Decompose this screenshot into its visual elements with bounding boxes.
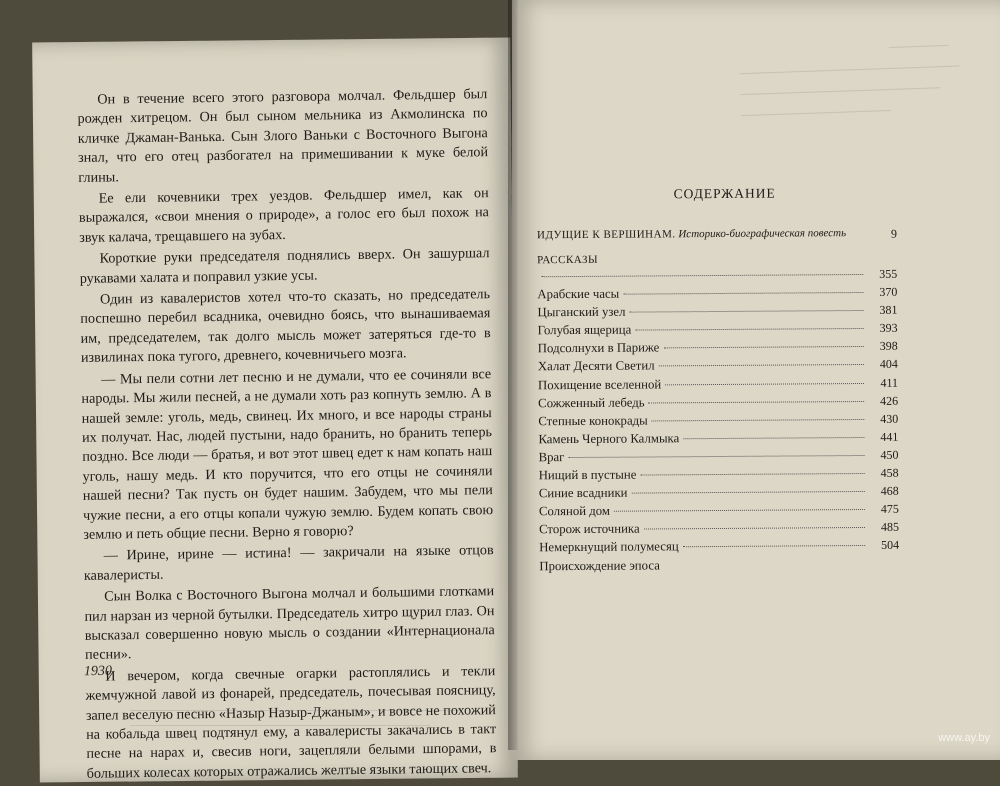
toc-entry [539, 554, 899, 575]
toc-leader-dots [635, 328, 863, 331]
book-gutter [508, 0, 518, 750]
toc-entry-page: 355 [867, 265, 897, 283]
toc-entry-page: 458 [869, 464, 899, 482]
toc-entry-page: 475 [869, 500, 899, 518]
toc-leader-dots [632, 491, 865, 494]
watermark: www.ay.by [938, 732, 990, 744]
toc-leader-dots [629, 310, 863, 313]
toc-entry-page: 404 [868, 355, 898, 373]
toc-entry-title: Халат Десяти Светил [538, 357, 655, 376]
toc-leader-dots [640, 473, 864, 476]
toc-entry-title: Голубая ящерица [538, 321, 632, 340]
toc-entry-page: 411 [868, 373, 898, 391]
toc-leader-dots [659, 364, 864, 366]
toc-entry-title: Подсолнухи в Париже [538, 339, 660, 358]
toc-entry-page: 381 [867, 301, 897, 319]
toc-entry-page: 441 [868, 428, 898, 446]
paragraph: Короткие руки председателя поднялись вверх. Он зашуршал рукавами халата и поправил узкие усы. [79, 244, 490, 289]
toc-leader-dots [623, 292, 863, 295]
story-text [77, 85, 497, 786]
toc-entry-page: 450 [868, 446, 898, 464]
toc-leader-dots [683, 545, 865, 547]
show-through-text-bottom [130, 700, 490, 726]
toc-entry-subtitle: Историко-биографическая повесть [678, 227, 846, 240]
toc-entry-title: Происхождение эпоса [539, 556, 660, 575]
toc-leader-dots [683, 437, 864, 439]
toc-entry-page: 468 [869, 482, 899, 500]
toc-entry-title: Немеркнущий полумесяц [539, 538, 679, 557]
table-of-contents [537, 185, 900, 575]
toc-leader-dots [568, 455, 864, 458]
toc-entry-page: 426 [868, 391, 898, 409]
paragraph: Ее ели кочевники трех уездов. Фельдшер имел, как он выражался, «свои мнения о природе», а голос его был похож на звук калача, трещавшего на зубах. [79, 184, 490, 248]
toc-leader-dots [649, 401, 865, 404]
toc-entry-title: ИДУЩИЕ К ВЕРШИНАМ. [537, 228, 676, 241]
paragraph: — Мы пели сотни лет песню и не думали, что ее сочиняли все народы. Мы жили песней, а не думали хоть раз копнуть землю. А в нашей земле: уголь, медь, свинец. Их много, и все народы страны их получат. Нас, людей пустыни, надо бранить, но бранить теперь поздно. Все люди — братья, и вот этот швец едет к нам копать наш уголь, нашу медь. И кто поручится, что его отцы не сочиняли нашей песни? Так пусть он будет нашим. Забудем, что мы пели чужие песни, а его отцы копали чужую землю. Будем копать свою землю и петь общие песни. Верно я говорю? [81, 365, 493, 545]
toc-entry-title: Арабские часы [537, 285, 619, 304]
toc-entry-title: Сторож источника [539, 520, 640, 539]
toc-leader-dots [541, 274, 863, 277]
toc-title: СОДЕРЖАНИЕ [553, 185, 897, 203]
toc-entry-page: 370 [867, 283, 897, 301]
paragraph: Сын Волка с Восточного Выгона молчал и большими глотками пил нарзан из черной бутылки. Председатель хитро щурил глаз. Он высказал совершенно новую мысль о создании «Интернационала песни». [84, 582, 495, 665]
toc-leader-dots [663, 346, 863, 348]
toc-leader-dots [614, 509, 865, 512]
toc-entry-title: Сожженный лебедь [538, 393, 645, 412]
toc-section-label: РАССКАЗЫ [537, 252, 897, 267]
toc-leader-dots [665, 383, 864, 385]
toc-entry-page: 393 [868, 319, 898, 337]
page-number: 1930 [84, 664, 112, 680]
toc-entry-title: Враг [538, 448, 564, 466]
toc-entry-page: 485 [869, 518, 899, 536]
toc-entry-title: Похищение вселенной [538, 375, 661, 394]
toc-entry-title: Нищий в пустыне [539, 466, 637, 485]
toc-list [537, 265, 899, 575]
toc-entry-page: 9 [867, 227, 897, 242]
toc-entry-title: Синие всадники [539, 484, 628, 503]
toc-entry-main [537, 227, 897, 245]
toc-entry-page: 398 [868, 337, 898, 355]
paragraph: Он в течение всего этого разговора молчал. Фельдшер был рожден хитрецом. Он был сыном мельника из Акмолинска по кличке Джаман-Ванька. Сын Злого Ваньки с Восточного Выгона знал, что его отец разбогател на примешивании к муке белой глины. [77, 85, 488, 188]
toc-leader-dots [652, 419, 865, 421]
show-through-text [738, 26, 982, 144]
toc-leader-dots [644, 527, 865, 530]
toc-entry-page: 430 [868, 409, 898, 427]
toc-entry-title: Соляной дом [539, 502, 610, 521]
toc-entry-title: Степные конокрады [538, 411, 648, 430]
paragraph: Один из кавалеристов хотел что-то сказать, но председатель поспешно перебил всадника, очевидно боясь, что вынашиваемая им, председателем, так долго мысль может затеряться где-то в извилинах пока тугого, древнего, кочевничьего мозга. [80, 285, 491, 368]
toc-entry-title: Цыганский узел [537, 303, 625, 322]
toc-entry-title: Камень Черного Калмыка [538, 429, 679, 448]
toc-entry-page: 504 [869, 536, 899, 554]
paragraph: — Ирине, ирине — истина! — закричали на языке отцов кавалеристы. [84, 541, 495, 586]
paragraph: И вечером, когда свечные огарки растоплялись и текли жемчужной лавой из фонарей, председатель, почесывая поясницу, запел веселую песню «Назыр Назыр-Джаным», и вовсе не похожий на кобальда швец подтянул ему, а кавалеристы закачались в такт песне на нарах и, свесив ноги, зацепляли белыми шпорами, в больших колесах которых отражались желтые языки тающих свеч. [85, 662, 497, 784]
